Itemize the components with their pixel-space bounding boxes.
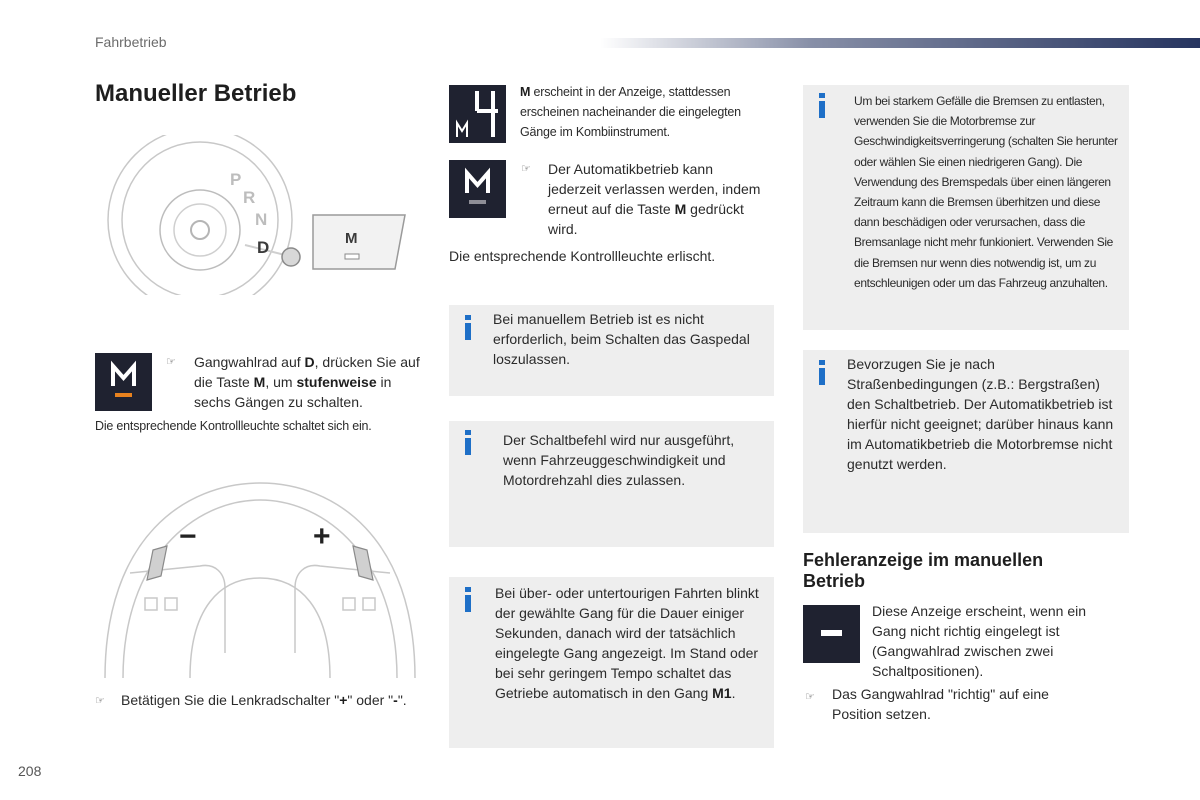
section-label: Fahrbetrieb	[95, 34, 167, 50]
page-title: Manueller Betrieb	[95, 80, 297, 107]
info-icon	[465, 587, 471, 613]
gear-selector-illustration	[95, 135, 425, 295]
info-icon	[465, 315, 471, 341]
info-box-rpm: Bei über- oder untertourigen Fahrten blinkt der gewählte Gang für die Dauer einiger Sekunden, danach wird der tatsächlich eingelegte Gang angezeigt. Im Stand oder bei sehr geringem Tempo schaltet das Getriebe automatisch in den Gang M1.	[449, 577, 774, 748]
gear-letter-p: P	[230, 170, 242, 189]
gear-letter-d: D	[257, 238, 270, 257]
steering-wheel-illustration	[95, 478, 425, 678]
m-mode-icon-off	[449, 160, 506, 218]
step-lenkradschalter: Betätigen Sie die Lenkradschalter "+" oder "-".	[121, 692, 407, 708]
info-icon	[819, 93, 825, 119]
info-icon	[819, 360, 825, 386]
error-section-title: Fehleranzeige im manuellen Betrieb	[803, 550, 1044, 591]
error-text: Diese Anzeige erscheint, wenn ein Gang nicht richtig eingelegt ist (Gangwahlrad zwischen zwei Schaltpositionen).	[872, 603, 1087, 679]
m-display-text: M erscheint in der Anzeige, stattdessen erscheinen nacheinander die eingelegten Gänge im Kombiinstrument.	[520, 85, 741, 139]
bullet-icon: ☞	[166, 356, 176, 368]
info-box-shift-condition: Der Schaltbefehl wird nur ausgeführt, wenn Fahrzeuggeschwindigkeit und Motordrehzahl dies zulassen.	[449, 421, 774, 547]
lamp-off-text: Die entsprechende Kontrollleuchte erlischt.	[449, 248, 716, 264]
m-mode-icon	[95, 353, 152, 411]
bullet-icon: ☞	[521, 163, 531, 175]
info-box-road-conditions: Bevorzugen Sie je nach Straßenbedingungen (z.B.: Bergstraßen) den Schaltbetrieb. Der Automatikbetrieb ist hierfür nicht geeignet; darüber hinaus kann im Automatikbetrieb die Motorbremse nicht genutzt werden.	[803, 350, 1129, 533]
page-number: 208	[18, 763, 42, 779]
auto-exit-text: Der Automatikbetrieb kann jederzeit verlassen werden, indem erneut auf die Taste M gedrückt wird.	[548, 161, 761, 237]
bullet-icon: ☞	[805, 691, 815, 703]
plus-label: +	[313, 520, 331, 553]
gear-letter-n: N	[255, 210, 268, 229]
header-bar	[600, 38, 1200, 48]
gear-letter-r: R	[243, 188, 256, 207]
error-step: Das Gangwahlrad "richtig" auf eine Position setzen.	[832, 686, 1049, 722]
m-button-label: M	[345, 230, 358, 247]
minus-label: −	[179, 520, 197, 553]
bullet-icon: ☞	[95, 695, 105, 707]
info-icon	[465, 430, 471, 456]
m4-display-icon	[449, 85, 506, 143]
step-gangwahlrad: Gangwahlrad auf D, drücken Sie auf die Taste M, um stufenweise in sechs Gängen zu schalten.	[194, 354, 420, 410]
lamp-on-text: Die entsprechende Kontrollleuchte schaltet sich ein.	[95, 419, 372, 433]
info-box-engine-brake: Um bei starkem Gefälle die Bremsen zu entlasten, verwenden Sie die Motorbremse zur Geschwindigkeitsverringerung (schalten Sie herunter oder wählen Sie einen niedrigeren Gang). Die Verwendung des Bremspedals über einen längeren Zeitraum kann die Bremsen überhitzen und diese dann beschädigen oder verursachen, dass die Bremsanlage nicht mehr funkioniert. Verwenden Sie die Bremsen nur wenn dies notwendig ist, um zu entschleunigen oder um das Fahrzeug anzuhalten.	[803, 85, 1129, 330]
info-box-throttle: Bei manuellem Betrieb ist es nicht erforderlich, beim Schalten das Gaspedal loszulassen.	[449, 305, 774, 396]
error-dash-icon	[803, 605, 860, 663]
